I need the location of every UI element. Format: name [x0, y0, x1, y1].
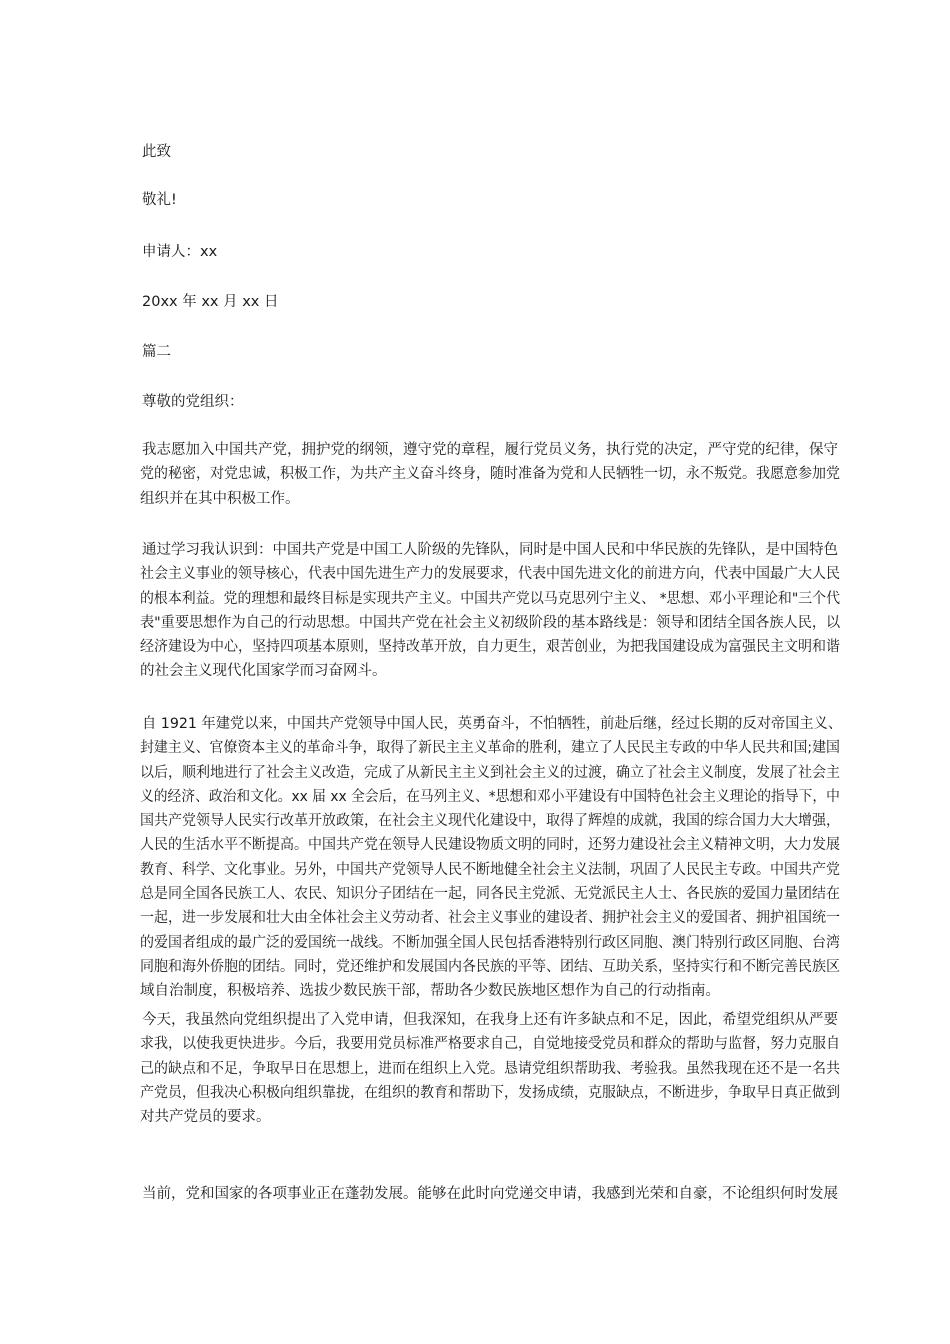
paragraph-line: 的爱国者组成的最广泛的爱国统一战线。不断加强全国人民包括香港特别行政区同胞、澳门特别行政区同胞、台湾 — [140, 934, 840, 951]
paragraph-line: 社会主义事业的领导核心，代表中国先进生产力的发展要求，代表中国先进文化的前进方向，代表中国最广大人民 — [140, 566, 840, 583]
paragraph-line: 教育、科学、文化事业。另外，中国共产党领导人民不断地健全社会主义法制，巩固了人民民主专政。中国共产党 — [140, 861, 840, 878]
paragraph-line: 义的经济、政治和文化。xx 届 xx 全会后，在马列主义、*思想和邓小平建设有中国特色社会主义理论的指导下，中 — [140, 788, 840, 805]
paragraph-2 — [142, 538, 842, 684]
application-date: 20xx 年 xx 月 xx 日 — [142, 294, 279, 310]
paragraph-line: 封建主义、官僚资本主义的革命斗争，取得了新民主主义革命的胜利，建立了人民民主专政的中华人民共和国;建国 — [140, 740, 840, 757]
paragraph-line: 组织并在其中积极工作。 — [140, 490, 300, 507]
paragraph-5 — [142, 1182, 842, 1206]
paragraph-line: 当前，党和国家的各项事业正在蓬勃发展。能够在此时向党递交申请，我感到光荣和自豪，不论组织何时发展 — [142, 1186, 838, 1202]
paragraph-line: 同胞和海外侨胞的团结。同时，党还维护和发展国内各民族的平等、团结、互助关系，坚持实行和不断完善民族区 — [140, 958, 840, 975]
paragraph-line: 表"重要思想作为自己的行动思想。中国共产党在社会主义初级阶段的基本路线是：领导和团结全国各族人民，以 — [140, 614, 841, 631]
paragraph-line: 的社会主义现代化国家学而习奋网斗。 — [140, 663, 387, 680]
paragraph-line: 自 1921 年建党以来，中国共产党领导中国人民，英勇奋斗，不怕牺牲，前赴后继，经过长期的反对帝国主义、 — [142, 716, 843, 732]
paragraph-4 — [142, 1008, 842, 1129]
closing-respect: 敬礼! — [142, 192, 177, 208]
paragraph-line: 以后，顺利地进行了社会主义改造，完成了从新民主主义到社会主义的过渡，确立了社会主义制度，发展了社会主 — [140, 764, 840, 781]
document-page — [142, 0, 842, 1344]
paragraph-3 — [142, 712, 842, 1004]
paragraph-line: 域自治制度，积极培养、选拔少数民族干部，帮助各少数民族地区想作为自己的行动指南。 — [140, 983, 720, 1000]
paragraph-line: 今天，我虽然向党组织提出了入党申请，但我深知，在我身上还有许多缺点和不足，因此，希望党组织从严要 — [142, 1012, 838, 1028]
addressee: 尊敬的党组织： — [142, 394, 244, 410]
paragraph-line: 产党员，但我决心积极向组织靠拢，在组织的教育和帮助下，发扬成绩，克服缺点，不断进步，争取早日真正做到 — [140, 1084, 840, 1101]
paragraph-line: 通过学习我认识到：中国共产党是中国工人阶级的先锋队，同时是中国人民和中华民族的先锋队，是中国特色 — [142, 542, 838, 558]
closing-salutation: 此致 — [142, 144, 171, 160]
paragraph-line: 的根本利益。党的理想和最终目标是实现共产主义。中国共产党以马克思列宁主义、 *思想、邓小平理论和"三个代 — [140, 590, 841, 607]
paragraph-line: 己的缺点和不足，争取早日在思想上，进而在组织上入党。恳请党组织帮助我、考验我。虽然我现在还不是一名共 — [140, 1060, 840, 1077]
paragraph-line: 对共产党员的要求。 — [140, 1109, 271, 1126]
section-title: 篇二 — [142, 344, 171, 360]
paragraph-line: 总是同全国各民族工人、农民、知识分子团结在一起，同各民主党派、无党派民主人士、各民族的爱国力量团结在 — [140, 886, 840, 903]
paragraph-line: 我志愿加入中国共产党，拥护党的纲领，遵守党的章程，履行党员义务，执行党的决定，严守党的纪律，保守 — [142, 442, 838, 458]
paragraph-line: 人民的生活水平不断提高。中国共产党在领导人民建设物质文明的同时，还努力建设社会主义精神文明，大力发展 — [140, 837, 840, 854]
paragraph-line: 求我，以使我更快进步。今后，我要用党员标准严格要求自己，自觉地接受党员和群众的帮助与监督，努力克服自 — [140, 1036, 840, 1053]
paragraph-line: 经济建设为中心，坚持四项基本原则，坚持改革开放，自力更生，艰苦创业，为把我国建设成为富强民主文明和谐 — [140, 639, 840, 656]
applicant-signature: 申请人：xx — [142, 244, 218, 260]
paragraph-line: 国共产党领导人民实行改革开放政策，在社会主义现代化建设中，取得了辉煌的成就，我国的综合国力大大增强， — [140, 813, 840, 830]
paragraph-line: 党的秘密，对党忠诚，积极工作，为共产主义奋斗终身，随时准备为党和人民牺牲一切，永不叛党。我愿意参加党 — [140, 466, 840, 483]
paragraph-1 — [142, 438, 842, 511]
paragraph-line: 一起，进一步发展和壮大由全体社会主义劳动者、社会主义事业的建设者、拥护社会主义的爱国者、拥护祖国统一 — [140, 910, 840, 927]
